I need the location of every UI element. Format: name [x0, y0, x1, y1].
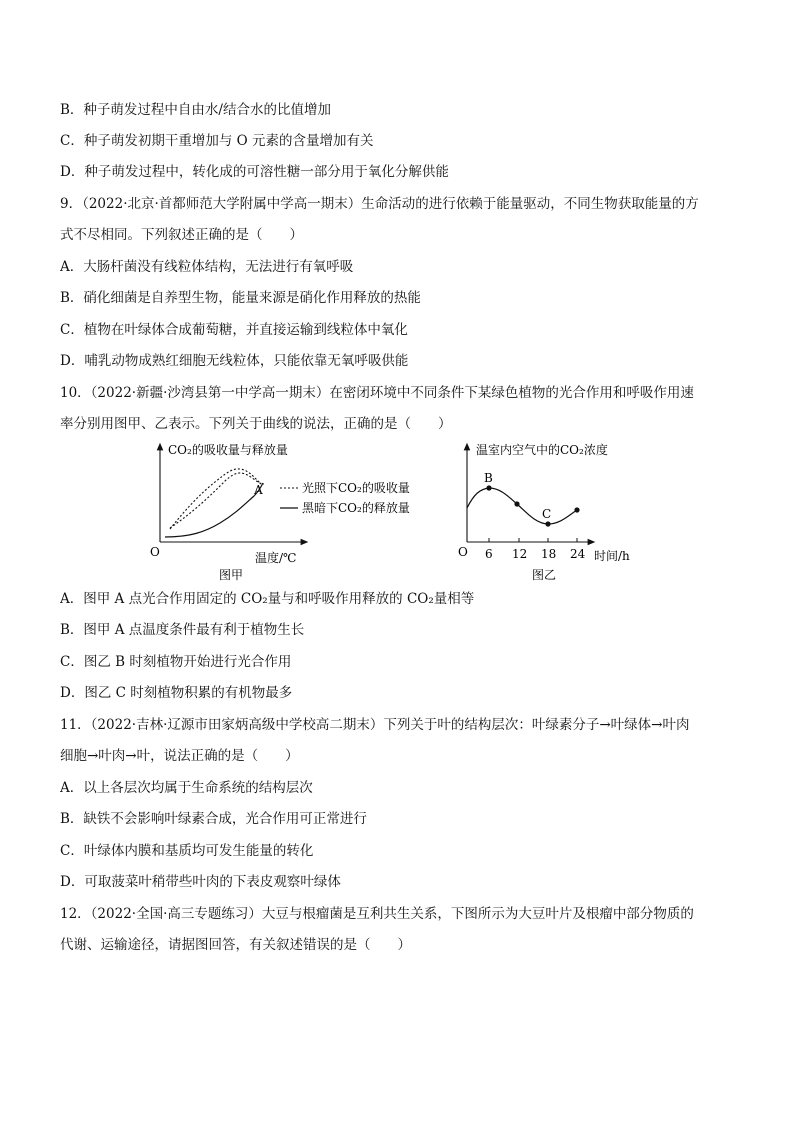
q9-option-d: D．哺乳动物成熟红细胞无线粒体，只能依靠无氧呼吸供能 [60, 353, 409, 369]
q10-option-b: B．图甲 A 点温度条件最有利于植物生长 [60, 622, 305, 638]
figure-yi-caption: 图乙 [532, 568, 557, 582]
q10-option-a: A．图甲 A 点光合作用固定的 CO₂量与和呼吸作用释放的 CO₂量相等 [60, 591, 475, 607]
point-24h [574, 507, 579, 512]
origin-label: O [458, 545, 468, 559]
point-b [486, 485, 491, 490]
tick-label-18: 18 [541, 547, 557, 561]
figure-yi [452, 436, 662, 586]
q8-option-b: B．种子萌发过程中自由水/结合水的比值增加 [60, 102, 331, 118]
q9-stem-line2: 式不尽相同。下列叙述正确的是（ ） [60, 227, 303, 243]
q12-stem-line2: 代谢、运输途径，请据图回答，有关叙述错误的是（ ） [60, 937, 411, 953]
point-b-label: B [484, 471, 493, 485]
q10-stem-line1: 10．（2022·新疆·沙湾县第一中学高一期末）在密闭环境中不同条件下某绿色植物的光合作用和呼吸作用速 [60, 385, 694, 401]
figure-jia-caption: 图甲 [219, 568, 244, 582]
legend-dotted-label: 光照下CO₂的吸收量 [302, 481, 410, 495]
point-c-label: C [542, 507, 552, 521]
x-axis-label: 温度/℃ [255, 551, 297, 565]
y-axis-label: 温室内空气中的CO₂浓度 [476, 443, 608, 457]
q10-option-d: D．图乙 C 时刻植物积累的有机物最多 [60, 685, 293, 701]
co2-concentration-curve [467, 488, 577, 524]
q8-option-d: D．种子萌发过程中，转化成的可溶性糖一部分用于氧化分解供能 [60, 164, 449, 180]
q10-option-c: C．图乙 B 时刻植物开始进行光合作用 [60, 654, 292, 670]
point-a-label: A [254, 483, 263, 497]
q9-option-b: B．硝化细菌是自养型生物，能量来源是硝化作用释放的热能 [60, 290, 421, 306]
q10-stem-line2: 率分别用图甲、乙表示。下列关于曲线的说法，正确的是（ ） [60, 416, 452, 432]
q11-option-a: A．以上各层次均属于生命系统的结构层次 [60, 780, 313, 796]
q11-option-b: B．缺铁不会影响叶绿素合成，光合作用可正常进行 [60, 811, 367, 827]
q11-option-c: C．叶绿体内膜和基质均可发生能量的转化 [60, 843, 314, 859]
q8-option-c: C．种子萌发初期干重增加与 O 元素的含量增加有关 [60, 133, 374, 149]
q11-stem-line1: 11．（2022·吉林·辽源市田家炳高级中学校高二期末）下列关于叶的结构层次：叶绿素分子→叶绿体→叶肉 [60, 717, 690, 733]
q9-option-c: C．植物在叶绿体合成葡萄糖，并直接运输到线粒体中氧化 [60, 322, 408, 338]
figure-jia [140, 436, 440, 586]
tick-label-6: 6 [485, 547, 493, 561]
origin-label: O [150, 545, 160, 559]
q9-option-a: A．大肠杆菌没有线粒体结构，无法进行有氧呼吸 [60, 259, 354, 275]
q11-option-d: D．可取菠菜叶稍带些叶肉的下表皮观察叶绿体 [60, 874, 341, 890]
q12-stem-line1: 12．（2022·全国·高三专题练习）大豆与根瘤菌是互利共生关系，下图所示为大豆叶片及根瘤中部分物质的 [60, 906, 694, 922]
dotted-curve-photosynthesis [170, 469, 261, 529]
q11-stem-line2: 细胞→叶肉→叶，说法正确的是（ ） [60, 748, 299, 764]
q9-stem-line1: 9．（2022·北京·首都师范大学附属中学高一期末）生命活动的进行依赖于能量驱动，不同生物获取能量的方 [60, 196, 699, 212]
point-12h [514, 501, 519, 506]
point-c [545, 521, 550, 526]
legend-solid-label: 黑暗下CO₂的释放量 [302, 501, 410, 515]
y-axis-label: CO₂的吸收量与释放量 [168, 443, 288, 457]
tick-label-24: 24 [570, 547, 586, 561]
tick-label-12: 12 [512, 547, 528, 561]
x-axis-label: 时间/h [594, 549, 630, 563]
